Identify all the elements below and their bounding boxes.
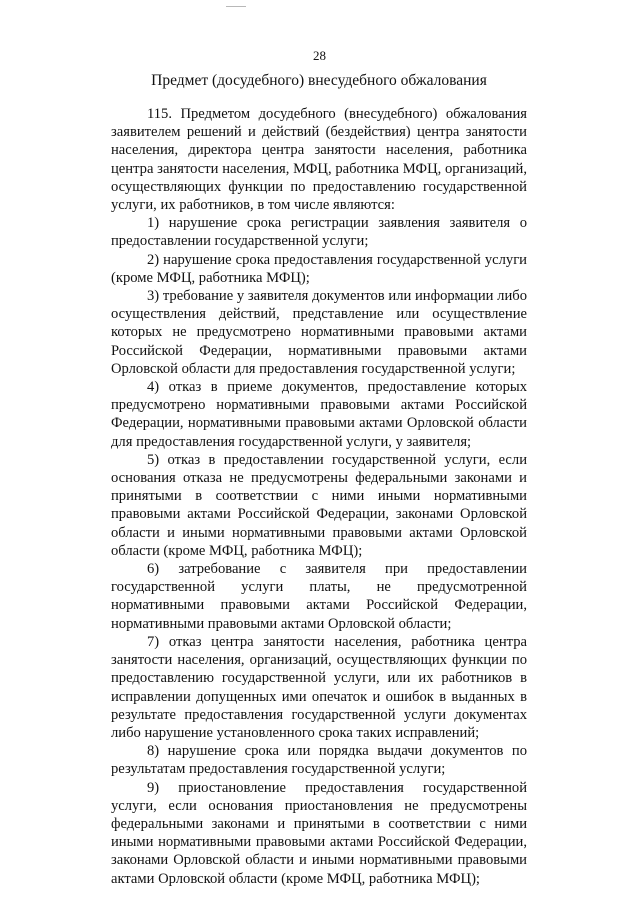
list-item-5: 5) отказ в предоставлении государственной услуги, если основания отказа не предусмотрены федеральными законами и принятыми в соответствии с ними иными нормативными правовыми актами Российской Федерации, законами Орловской области и иными нормативными правовыми актами Орловской области (кроме МФЦ, работника МФЦ);	[111, 451, 527, 559]
list-item-7: 7) отказ центра занятости населения, работника центра занятости населения, организаций, осуществляющих функции по предоставлению государственной услуги, или их работников в исправлении допущенных ими опечаток и ошибок в выданных в результате предоставления государственной услуги документах либо нарушение установленного срока таких исправлений;	[111, 633, 527, 741]
list-item-3: 3) требование у заявителя документов или информации либо осуществления действий, представление или осуществление которых не предусмотрено нормативными правовыми актами Российской Федерации, нормативными правовыми актами Орловской области для предоставления государственной услуги;	[111, 288, 527, 377]
section-heading: Предмет (досудебного) внесудебного обжалования	[151, 72, 487, 89]
document-body	[111, 105, 527, 888]
page-number: 28	[313, 48, 326, 63]
scan-mark	[226, 6, 246, 7]
list-item-2: 2) нарушение срока предоставления государственной услуги (кроме МФЦ, работника МФЦ);	[111, 251, 527, 286]
list-item-8: 8) нарушение срока или порядка выдачи документов по результатам предоставления государственной услуги;	[111, 743, 527, 778]
list-item-6: 6) затребование с заявителя при предоставлении государственной услуги платы, не предусмотренной нормативными правовыми актами Российской Федерации, нормативными правовыми актами Орловской области;	[111, 561, 527, 632]
paragraph-115: 115. Предметом досудебного (внесудебного) обжалования заявителем решений и действий (бездействия) центра занятости населения, директора центра занятости населения, работника центра занятости населения, МФЦ, работника МФЦ, организаций, осуществляющих функции по предоставлению государственной услуги, их работников, в том числе являются:	[111, 106, 527, 214]
list-item-9: 9) приостановление предоставления государственной услуги, если основания приостановления не предусмотрены федеральными законами и принятыми в соответствии с ними иными нормативными правовыми актами Российской Федерации, законами Орловской области и иными нормативными правовыми актами Орловской области (кроме МФЦ, работника МФЦ);	[111, 779, 527, 887]
list-item-1: 1) нарушение срока регистрации заявления заявителя о предоставлении государственной услуги;	[111, 215, 527, 250]
list-item-4: 4) отказ в приеме документов, предоставление которых предусмотрено нормативными правовыми актами Российской Федерации, нормативными правовыми актами Орловской области для предоставления государственной услуги, у заявителя;	[111, 379, 527, 450]
